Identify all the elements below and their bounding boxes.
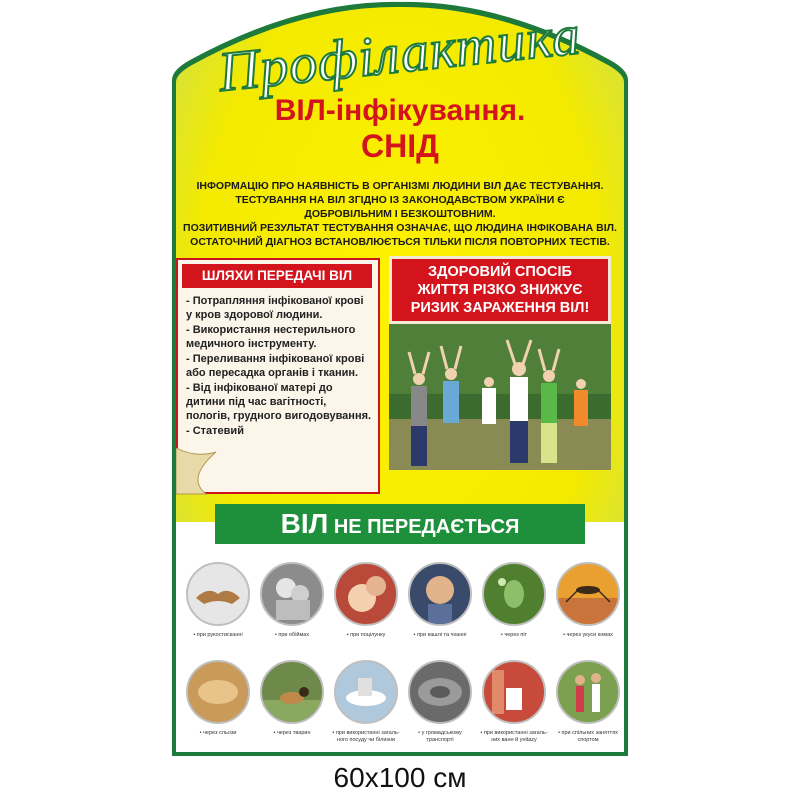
list-item: - Статевий xyxy=(186,425,244,437)
exercise-photo xyxy=(389,324,611,470)
icon-cell xyxy=(552,562,624,639)
banner-line: ЖИТТЯ РІЗКО ЗНИЖУЄ xyxy=(417,282,583,298)
transport-icon xyxy=(408,660,472,724)
transmission-ways-title: ШЛЯХИ ПЕРЕДАЧІ ВІЛ xyxy=(182,264,372,288)
transmission-ways-list xyxy=(186,294,372,439)
icon-cell xyxy=(404,562,476,639)
icon-caption: • через укуси комах xyxy=(563,632,613,638)
banner-rest: НЕ ПЕРЕДАЄТЬСЯ xyxy=(328,516,520,538)
dishes-icon xyxy=(334,660,398,724)
icon-cell xyxy=(404,660,476,744)
icon-caption: • при спільних заняттях спортом xyxy=(558,730,618,743)
info-line: ОСТАТОЧНИЙ ДІАГНОЗ ВСТАНОВЛЮЄТЬСЯ ТІЛЬКИ ПІСЛЯ ПОВТОРНИХ ТЕСТІВ. xyxy=(190,236,610,248)
info-line: ІНФОРМАЦІЮ ПРО НАЯВНІСТЬ В ОРГАНІЗМІ ЛЮДИНИ ВІЛ ДАЄ ТЕСТУВАННЯ. xyxy=(196,180,604,192)
list-item: - Від інфікованої матері до дитини під час вагітності, пологів, грудного вигодовування. xyxy=(186,382,372,422)
banner-line: ЗДОРОВИЙ СПОСІБ xyxy=(428,264,572,280)
main-subtitle: СНІД xyxy=(361,128,439,164)
icon-caption: • при використанні загаль-них ванн й уніtazу xyxy=(480,730,548,743)
icon-caption: • при поцілунку xyxy=(346,632,386,638)
not-transmitted-grid xyxy=(176,544,623,752)
main-title: ВІЛ-інфікування. xyxy=(274,94,526,127)
icon-caption: • через піт xyxy=(500,632,528,638)
sport-icon xyxy=(556,660,620,724)
sweat-icon xyxy=(482,562,546,626)
info-paragraph xyxy=(176,179,624,249)
cough-icon xyxy=(408,562,472,626)
icon-cell xyxy=(182,562,254,639)
not-transmitted-banner xyxy=(215,504,585,544)
page-curl-icon xyxy=(176,448,224,496)
icon-caption: • при кашлі та чханні xyxy=(413,632,467,638)
healthy-lifestyle-banner xyxy=(389,256,611,324)
dog-icon xyxy=(260,660,324,724)
icon-cell xyxy=(330,562,402,639)
icon-cell xyxy=(182,660,254,737)
kiss-icon xyxy=(334,562,398,626)
hug-icon xyxy=(260,562,324,626)
saliva-icon xyxy=(186,660,250,724)
mosquito-icon xyxy=(556,562,620,626)
bathroom-icon xyxy=(482,660,546,724)
list-item: - Потрапляння інфікованої крові у кров здорової людини. xyxy=(186,295,364,321)
icon-cell xyxy=(478,660,550,744)
handshake-icon xyxy=(186,562,250,626)
banner-hiv-word: ВІЛ xyxy=(280,508,329,539)
info-line: ТЕСТУВАННЯ НА ВІЛ ЗГІДНО ІЗ ЗАКОНОДАВСТВОМ УКРАЇНИ Є xyxy=(235,194,565,206)
icon-cell xyxy=(478,562,550,639)
icon-cell xyxy=(256,660,328,737)
icon-caption: • через сльози xyxy=(199,730,237,736)
icon-caption: • при використанні загаль-ного посуду чи білизни xyxy=(332,730,400,743)
icon-cell xyxy=(256,562,328,639)
brand-heading: Профілактика xyxy=(215,4,584,104)
icon-caption: • у громадському транспорті xyxy=(418,730,462,743)
info-line: ДОБРОВІЛЬНИМ І БЕЗКОШТОВНИМ. xyxy=(304,208,496,220)
list-item: - Використання нестерильного медичного інструменту. xyxy=(186,324,356,350)
banner-line: РИЗИК ЗАРАЖЕННЯ ВІЛ! xyxy=(410,300,590,316)
list-item: - Переливання інфікованої крові або пересадка органів і тканин. xyxy=(186,353,365,379)
icon-cell xyxy=(330,660,402,744)
info-line: ПОЗИТИВНИЙ РЕЗУЛЬТАТ ТЕСТУВАННЯ ОЗНАЧАЄ, ЩО ЛЮДИНА ІНФІКОВАНА ВІЛ. xyxy=(183,222,617,234)
size-label: 60x100 см xyxy=(333,762,467,793)
icon-caption: • при обіймах xyxy=(274,632,310,638)
icon-caption: • при рукостисканні xyxy=(193,632,243,638)
icon-caption: • через тварин xyxy=(273,730,311,736)
icon-cell xyxy=(552,660,624,744)
